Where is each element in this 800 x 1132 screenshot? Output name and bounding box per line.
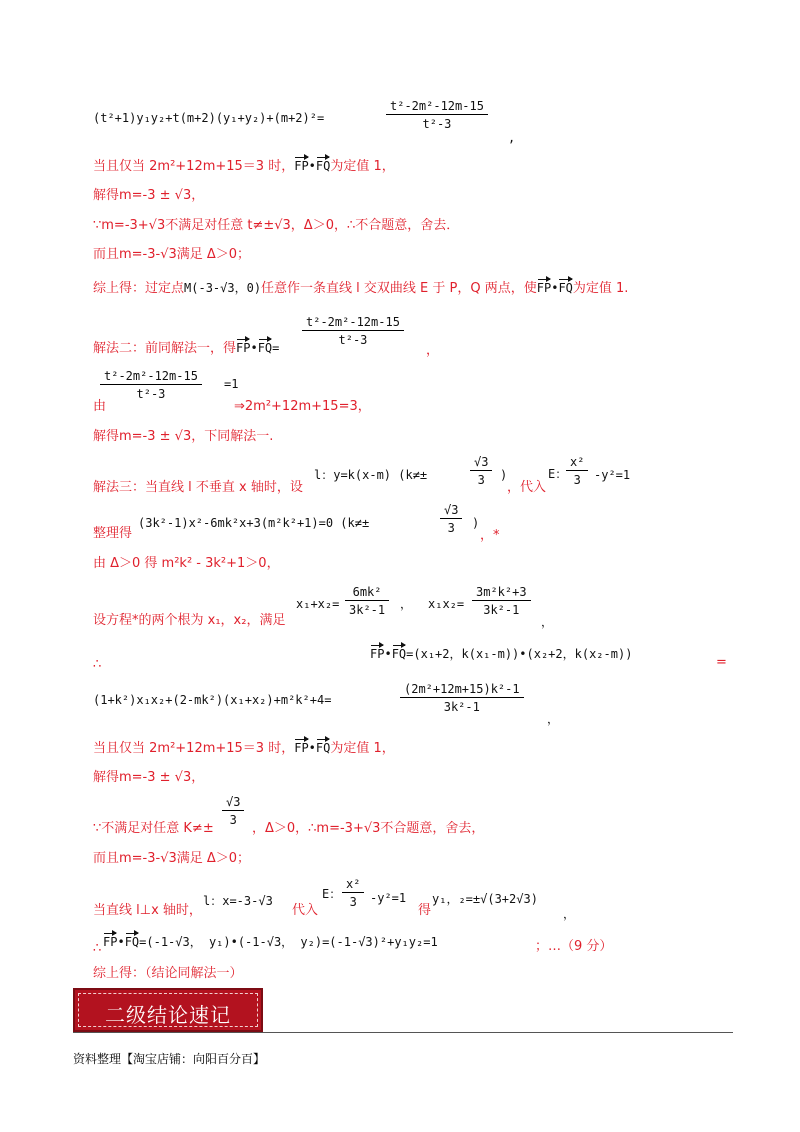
fraction-denominator: 3k²-1 xyxy=(345,600,389,616)
vector-fp-fq xyxy=(537,281,573,295)
punct: , xyxy=(508,131,516,145)
equation-l15: (1+k²)x₁x₂+(2-mk²)(x₁+x₂)+m²k²+4= xyxy=(93,693,332,707)
text-l10-pre: 解法三：当直线 l 不垂直 x 轴时，设 xyxy=(93,480,303,495)
equals: = xyxy=(272,341,280,355)
line-equation: l：y=k(x-m) (k≠± xyxy=(314,468,428,482)
vector-fp: FP xyxy=(103,935,118,949)
dot-operator: • xyxy=(250,341,258,355)
text-l21-pre: ∴ xyxy=(93,941,102,956)
fraction-denominator: 3 xyxy=(470,470,492,486)
fraction-sum xyxy=(345,586,389,616)
expansion: =(x₁+2，k(x₁-m))•(x₂+2，k(x₂-m)) xyxy=(406,647,633,661)
text-l7-pre: 解法二：前同解法一，得 xyxy=(93,341,237,356)
dot-product-expansion xyxy=(370,648,632,660)
vieta-product-lhs: x₁x₂= xyxy=(428,597,465,611)
text-l12: 由 Δ＞0 得 m²k² - 3k²+1＞0， xyxy=(93,556,280,571)
fraction-numerator: t²-2m²-12m-15 xyxy=(306,315,400,329)
fraction-numerator: x² xyxy=(346,877,361,891)
vector-fp-fq xyxy=(236,341,279,355)
curve-label: E： xyxy=(548,467,568,481)
vector-fp: FP xyxy=(236,341,251,355)
fraction-numerator: √3 xyxy=(444,503,459,517)
vieta-sum-lhs: x₁+x₂= xyxy=(296,597,340,611)
punct: ， xyxy=(547,712,560,726)
text-l22: 综上得：（结论同解法一） xyxy=(93,966,243,981)
vector-fp: FP xyxy=(536,281,552,295)
fraction-numerator: √3 xyxy=(226,795,241,809)
text-l20-de: 得 xyxy=(418,903,432,918)
banner-title: 二级结论速记 xyxy=(105,1003,231,1027)
text-l19: 而且m=-3-√3满足 Δ＞0； xyxy=(93,851,251,866)
fraction-denominator: 3 xyxy=(342,892,364,908)
vertical-case-result xyxy=(103,936,438,948)
vector-fq: FQ xyxy=(558,281,573,295)
vector-fp-fq xyxy=(294,741,330,755)
fraction-product xyxy=(472,586,531,616)
text-l13-pre: 设方程*的两个根为 x₁，x₂，满足 xyxy=(93,613,286,628)
text-l3: 解得m=-3 ± √3， xyxy=(93,188,205,203)
text-l6 xyxy=(93,282,628,295)
fraction-denominator: 3 xyxy=(566,470,588,486)
quadratic-equation: (3k²-1)x²-6mk²x+3(m²k²+1)=0 (k≠± xyxy=(138,516,370,530)
dot-operator: • xyxy=(308,741,316,755)
text-l16 xyxy=(93,742,395,755)
vector-fq: FQ xyxy=(315,741,331,755)
punct: ， xyxy=(426,343,440,358)
equals: = xyxy=(716,655,727,670)
text-l17: 解得m=-3 ± √3， xyxy=(93,770,205,785)
paren: ) xyxy=(500,468,508,482)
vector-fp: FP xyxy=(294,159,309,173)
divider xyxy=(73,1032,733,1033)
text-l14-pre: ∴ xyxy=(93,657,102,672)
fraction-l1 xyxy=(386,100,488,130)
text-l5: 而且m=-3-√3满足 Δ＞0； xyxy=(93,247,251,262)
vector-fp: FP xyxy=(294,741,309,755)
text-l11-post: ，* xyxy=(480,528,500,543)
vector-fq: FQ xyxy=(124,935,140,949)
text-l2-pre: 当且仅当 2m²+12m+15＝3 时， xyxy=(93,159,295,174)
fraction-l8 xyxy=(100,370,202,400)
fraction-denominator: 3k²-1 xyxy=(400,697,524,713)
fraction-numerator: √3 xyxy=(474,455,489,469)
text-l6-pre: 综上得：过定点 xyxy=(93,281,185,296)
text-l6-post: 为定值 1. xyxy=(572,281,629,296)
hyperbola-rest: -y²=1 xyxy=(370,891,407,905)
fraction-denominator: 3 xyxy=(440,518,462,534)
vector-fq: FQ xyxy=(391,647,407,661)
text-l6-mid: 任意作一条直线 l 交双曲线 E 于 P，Q 两点，使 xyxy=(261,281,537,296)
text-l11-pre: 整理得 xyxy=(93,526,133,541)
vertical-line: l：x=-3-√3 xyxy=(203,894,273,908)
text-l7 xyxy=(93,342,279,355)
dot-operator: • xyxy=(117,935,125,949)
fraction-numerator: t²-2m²-12m-15 xyxy=(104,369,198,383)
fraction-x2 xyxy=(342,878,364,908)
text-l21-post: ；…（9 分） xyxy=(535,939,613,954)
text-l16-post: 为定值 1， xyxy=(330,741,395,756)
text-l18-post: ，Δ＞0，∴m=-3+√3不合题意，舍去， xyxy=(252,821,485,836)
vector-fq: FQ xyxy=(315,159,331,173)
text-l4: ∵m=-3+√3不满足对任意 t≠±√3，Δ＞0，∴不合题意，舍去． xyxy=(93,218,460,233)
fraction-k xyxy=(440,504,462,534)
fraction-numerator: (2m²+12m+15)k²-1 xyxy=(404,682,520,696)
text-l2-post: 为定值 1， xyxy=(330,159,395,174)
text-l8-pre: 由 xyxy=(93,399,107,414)
fixed-point: M(-3-√3，0) xyxy=(184,281,262,295)
fraction-numerator: t²-2m²-12m-15 xyxy=(390,99,484,113)
vector-fp: FP xyxy=(370,647,385,661)
fraction-x2 xyxy=(566,456,588,486)
fraction-denominator: 3 xyxy=(222,810,244,826)
dot-operator: • xyxy=(384,647,392,661)
text-l20-pre: 当直线 l⊥x 轴时， xyxy=(93,903,202,918)
punct: ， xyxy=(563,907,576,921)
hyperbola-rest: -y²=1 xyxy=(594,468,631,482)
result-expression: =(-1-√3， y₁)•(-1-√3， y₂)=(-1-√3)²+y₁y₂=1 xyxy=(139,935,438,949)
fraction-numerator: x² xyxy=(570,455,585,469)
text-l8-post: ⇒2m²+12m+15=3， xyxy=(234,399,371,414)
fraction-denominator: 3k²-1 xyxy=(472,600,531,616)
equation-l1: (t²+1)y₁y₂+t(m+2)(y₁+y₂)+(m+2)²= xyxy=(93,111,325,125)
fraction-numerator: 3m²k²+3 xyxy=(476,585,527,599)
footer-note: 资料整理【淘宝店铺：向阳百分百】 xyxy=(73,1052,266,1066)
fraction-k xyxy=(470,456,492,486)
dot-operator: • xyxy=(551,281,559,295)
vector-fq: FQ xyxy=(257,341,273,355)
fraction-denominator: t²-3 xyxy=(302,330,404,346)
y-roots: y₁，₂=±√(3+2√3) xyxy=(432,892,538,906)
fraction-l7 xyxy=(302,316,404,346)
text-l16-pre: 当且仅当 2m²+12m+15＝3 时， xyxy=(93,741,295,756)
text-l2 xyxy=(93,160,395,173)
equals-one: =1 xyxy=(224,377,239,391)
text-l10-mid: ，代入 xyxy=(507,480,547,495)
punct: ， xyxy=(400,597,413,611)
fraction-numerator: 6mk² xyxy=(352,585,382,599)
fraction-l15 xyxy=(400,683,524,713)
fraction-denominator: t²-3 xyxy=(386,114,488,130)
text-l9: 解得m=-3 ± √3，下同解法一. xyxy=(93,429,274,444)
section-banner xyxy=(73,988,263,1032)
curve-label: E： xyxy=(322,887,342,901)
punct: ， xyxy=(541,615,554,629)
paren: ) xyxy=(472,516,480,530)
text-l18-pre: ∵不满足对任意 K≠± xyxy=(93,821,214,836)
fraction-l18 xyxy=(222,796,244,826)
text-l20-mid: 代入 xyxy=(292,903,319,918)
dot-operator: • xyxy=(308,159,316,173)
vector-fp-fq xyxy=(294,159,330,173)
fraction-denominator: t²-3 xyxy=(100,384,202,400)
